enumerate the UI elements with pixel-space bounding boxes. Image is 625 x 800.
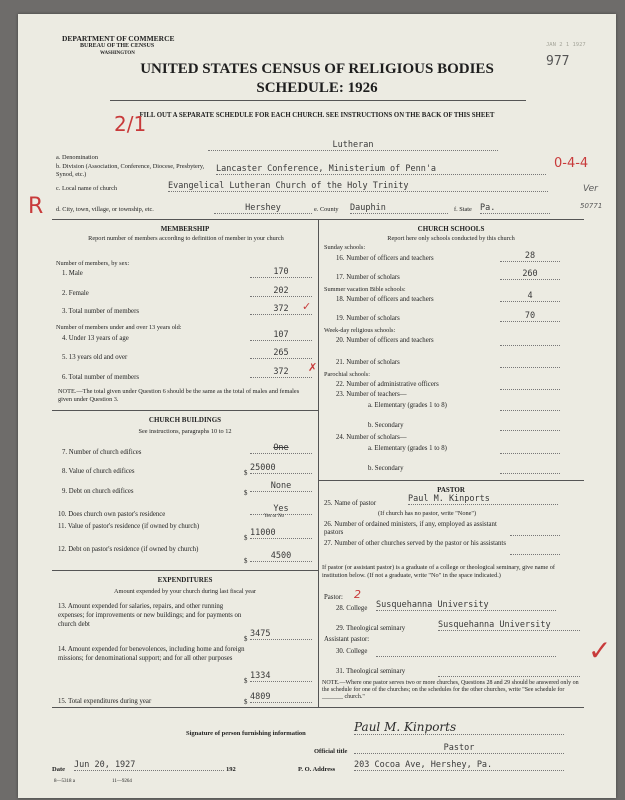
- q14-value: 1334: [250, 671, 312, 682]
- instruction-line: FILL OUT A SEPARATE SCHEDULE FOR EACH CHURCH. SEE INSTRUCTIONS ON THE BACK OF THIS SHEET: [139, 112, 495, 119]
- membership-intro: Report number of members according to definition of member in your church: [88, 235, 284, 242]
- q11-value: 11000: [250, 528, 312, 539]
- q23a-label: a. Elementary (grades 1 to 8): [368, 402, 447, 409]
- county-value: Dauphin: [350, 203, 448, 214]
- q18-label: 18. Number of officers and teachers: [336, 296, 434, 303]
- q27-label: 27. Number of other churches served by the pastor or his assistants: [324, 540, 506, 547]
- q4-value: 107: [250, 330, 312, 341]
- check-mark-icon: ✓: [588, 634, 612, 667]
- date-value: Jun 20, 1927: [74, 760, 224, 771]
- q16-value: 28: [500, 251, 560, 262]
- q23b-field: [500, 429, 560, 431]
- q21-label: 21. Number of scholars: [336, 359, 400, 366]
- q14-label: 14. Amount expended for benevolences, including home and foreign missions; for denominational support; and for all other purposes: [58, 646, 245, 662]
- q3-value: 372: [250, 304, 312, 315]
- membership-title: MEMBERSHIP: [160, 225, 210, 233]
- q2-value: 202: [250, 286, 312, 297]
- summer-label: Summer vacation Bible schools:: [324, 286, 406, 293]
- q20-field: [500, 344, 560, 346]
- q24b-field: [500, 472, 560, 474]
- q3-label: 3. Total number of members: [62, 308, 139, 315]
- annotation-ver: Ver: [583, 184, 598, 194]
- weekday-label: Week-day religious schools:: [324, 327, 396, 334]
- q6-value: 372: [250, 367, 312, 378]
- q29-value: Susquehanna University: [438, 620, 580, 631]
- q1-label: 1. Male: [62, 270, 83, 277]
- annotation-r: R: [28, 194, 44, 219]
- membership-note: NOTE.—The total given under Question 6 should be the same as the total of males and females given under Question 3.: [58, 388, 300, 403]
- q8-label: 8. Value of church edifices: [62, 468, 135, 475]
- local-name-label: c. Local name of church: [56, 185, 118, 192]
- by-sex-label: Number of members, by sex:: [56, 260, 130, 267]
- graduate-note: If pastor (or assistant pastor) is a graduate of a college or theological seminary, give name of institution below. (If not a graduate, write "No" in the space indicated.): [322, 564, 556, 579]
- county-label: e. County: [314, 206, 339, 213]
- pastor-mark: 2: [354, 588, 361, 601]
- pastor-title: PASTOR: [437, 486, 465, 494]
- q30-field: [376, 655, 556, 657]
- po-address-label: P. O. Address: [298, 766, 336, 773]
- q30-label: 30. College: [336, 648, 368, 655]
- q10-value: Yes: [250, 504, 312, 515]
- q9-value: None: [250, 481, 312, 492]
- q15-label: 15. Total expenditures during year: [58, 698, 152, 705]
- denomination-value: Lutheran: [208, 140, 498, 151]
- yes-no-hint: Yes or No: [264, 514, 285, 519]
- q12-value: 4500: [250, 551, 312, 562]
- census-form-sheet: [18, 14, 616, 798]
- q28-value: Susquehanna University: [376, 600, 556, 611]
- q26-field: [510, 534, 560, 536]
- official-title-label: Official title: [314, 748, 348, 755]
- q31-field: [438, 675, 580, 677]
- dollar-icon: $: [244, 678, 248, 685]
- q29-label: 29. Theological seminary: [336, 625, 406, 632]
- pastor-note: NOTE.—Where one pastor serves two or more churches, Questions 28 and 29 should be answered only on the schedule for one of the churches; on the schedules for the other churches, write "See schedule for _______ church.": [322, 680, 579, 700]
- q6-label: 6. Total number of members: [62, 374, 139, 381]
- q20-label: 20. Number of officers and teachers: [336, 337, 434, 344]
- q8-value: 25000: [250, 463, 312, 474]
- denomination-label: a. Denomination: [56, 154, 98, 161]
- dollar-icon: $: [244, 558, 248, 565]
- dollar-icon: $: [244, 535, 248, 542]
- dollar-icon: $: [244, 470, 248, 477]
- schedule-number: 977: [546, 54, 570, 69]
- schools-intro: Report here only schools conducted by this church: [387, 235, 515, 242]
- q18-value: 4: [500, 291, 560, 302]
- dollar-icon: $: [244, 699, 248, 706]
- pastor-sub-label: Pastor:: [324, 594, 343, 601]
- q12-label: 12. Debt on pastor's residence (if owned by church): [58, 546, 199, 553]
- parochial-label: Parochial schools:: [324, 371, 370, 378]
- q31-label: 31. Theological seminary: [336, 668, 406, 675]
- city-label: WASHINGTON: [100, 51, 135, 56]
- q11-label: 11. Value of pastor's residence (if owned by church): [58, 523, 200, 530]
- expenditures-title: EXPENDITURES: [157, 576, 213, 584]
- q24a-label: a. Elementary (grades 1 to 8): [368, 445, 447, 452]
- division-value: Lancaster Conference, Ministerium of Penn'a: [216, 164, 546, 175]
- q5-label: 5. 13 years old and over: [62, 354, 128, 361]
- dollar-icon: $: [244, 490, 248, 497]
- q23a-field: [500, 409, 560, 411]
- received-stamp: JAN 2 1 1927: [546, 42, 586, 48]
- schedule-title: SCHEDULE: 1926: [256, 80, 378, 96]
- schools-title: CHURCH SCHOOLS: [417, 225, 485, 233]
- city-town-value: Hershey: [214, 203, 312, 214]
- q19-value: 70: [500, 311, 560, 322]
- q25-label: 25. Name of pastor: [324, 500, 377, 507]
- q24-label: 24. Number of scholars—: [336, 434, 407, 441]
- annotation-num: 50771: [580, 202, 603, 210]
- date-year-suffix: 192: [226, 766, 236, 773]
- annotation-code: 0-4-4: [554, 156, 589, 171]
- dollar-icon: $: [244, 636, 248, 643]
- check-mark-icon: ✗: [308, 361, 318, 374]
- q28-label: 28. College: [336, 605, 368, 612]
- state-label: f. State: [454, 206, 472, 213]
- po-address-value: 203 Cocoa Ave, Hershey, Pa.: [354, 760, 564, 771]
- q7-value: One: [250, 443, 312, 454]
- buildings-intro: See instructions, paragraphs 10 to 12: [138, 428, 232, 435]
- q26-label: 26. Number of ordained ministers, if any, employed as assistant pastors: [324, 521, 497, 536]
- assistant-label: Assistant pastor:: [324, 636, 370, 643]
- q1-value: 170: [250, 267, 312, 278]
- form-code: 8—5318 a: [54, 779, 75, 784]
- q25-note: (If church has no pastor, write "None"): [378, 510, 477, 517]
- check-mark-icon: ✓: [302, 300, 312, 313]
- state-value: Pa.: [480, 203, 550, 214]
- department-label: DEPARTMENT OF COMMERCE: [62, 34, 175, 43]
- q5-value: 265: [250, 348, 312, 359]
- q13-value: 3475: [250, 629, 312, 640]
- q16-label: 16. Number of officers and teachers: [336, 255, 434, 262]
- official-title-value: Pastor: [354, 743, 564, 754]
- q19-label: 19. Number of scholars: [336, 315, 400, 322]
- q7-label: 7. Number of church edifices: [62, 449, 142, 456]
- expenditures-intro: Amount expended by your church during last fiscal year: [114, 588, 256, 595]
- q10-label: 10. Does church own pastor's residence: [58, 511, 166, 518]
- q17-value: 260: [500, 269, 560, 280]
- q23-label: 23. Number of teachers—: [336, 391, 407, 398]
- annotation-top: 2/1: [114, 112, 147, 136]
- bureau-label: BUREAU OF THE CENSUS: [80, 43, 155, 49]
- signature-value: Paul M. Kinports: [354, 720, 564, 735]
- q2-label: 2. Female: [62, 290, 89, 297]
- q27-field: [510, 553, 560, 555]
- sunday-label: Sunday schools:: [324, 244, 366, 251]
- local-name-value: Evangelical Lutheran Church of the Holy Trinity: [168, 181, 548, 192]
- q24a-field: [500, 452, 560, 454]
- q24b-label: b. Secondary: [368, 465, 404, 472]
- q17-label: 17. Number of scholars: [336, 274, 400, 281]
- q9-label: 9. Debt on church edifices: [62, 488, 134, 495]
- q13-label: 13. Amount expended for salaries, repairs, and other running expenses; for improvements or new buildings; and for payments on church debt: [58, 603, 242, 628]
- signature-label: Signature of person furnishing information: [186, 730, 306, 737]
- q21-field: [500, 366, 560, 368]
- q23b-label: b. Secondary: [368, 422, 404, 429]
- q15-value: 4809: [250, 692, 312, 703]
- form-title: UNITED STATES CENSUS OF RELIGIOUS BODIES: [140, 61, 494, 77]
- q4-label: 4. Under 13 years of age: [62, 335, 129, 342]
- by-age-label: Number of members under and over 13 years old:: [56, 324, 182, 331]
- q22-field: [500, 388, 560, 390]
- buildings-title: CHURCH BUILDINGS: [148, 416, 222, 424]
- q25-value: Paul M. Kinports: [408, 494, 558, 505]
- q22-label: 22. Number of administrative officers: [336, 381, 439, 388]
- city-town-label: d. City, town, village, or township, etc.: [56, 206, 154, 213]
- print-code: 11—9264: [112, 779, 132, 784]
- division-label: b. Division (Association, Conference, Diocese, Presbytery, Synod, etc.): [56, 163, 205, 178]
- date-label: Date: [52, 766, 65, 773]
